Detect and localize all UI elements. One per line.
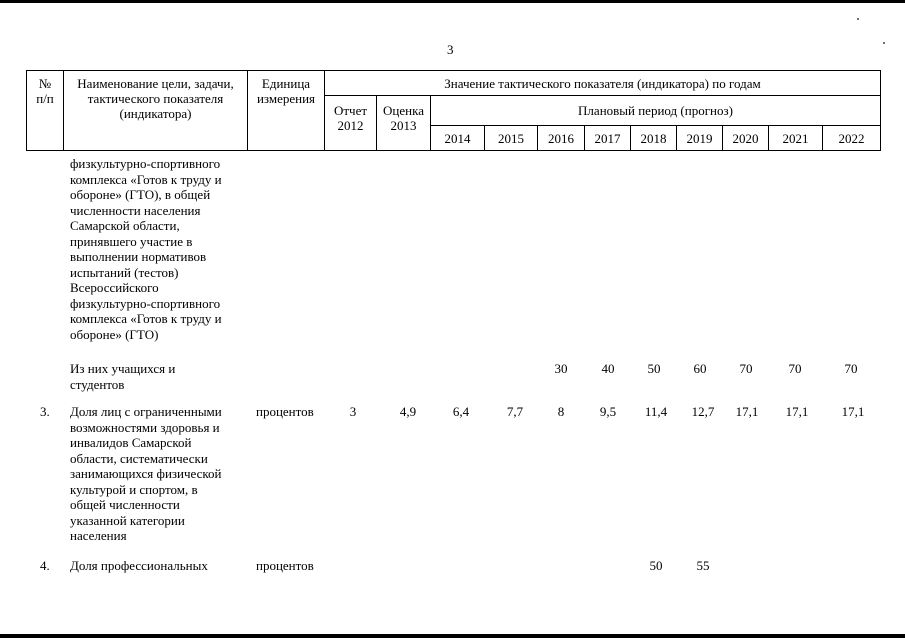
value-2018: 50 <box>647 361 661 376</box>
scan-speck <box>857 18 859 20</box>
header-name-column: Наименование цели, задачи, тактического показателя (индикатора) <box>77 76 234 121</box>
value-2017: 9,5 <box>599 404 617 419</box>
row-name: Из них учащихся и студентов <box>70 361 176 392</box>
value-2021: 70 <box>788 361 802 376</box>
row-name: Доля лиц с ограниченными возможностями здоровья и инвалидов Самарской области, систематически занимающихся физической культурой и спортом, в общей численности указанной категории населения <box>70 404 222 543</box>
header-year: 2019 <box>686 131 713 146</box>
value-2015: 7,7 <box>506 404 524 419</box>
header-year: 2022 <box>838 131 865 146</box>
header-estimate-2013: Оценка 2013 <box>383 103 424 133</box>
page-number: 3 <box>447 42 454 57</box>
header-year: 2016 <box>548 131 574 146</box>
scan-edge-bottom <box>0 634 905 638</box>
header-year: 2018 <box>640 131 667 146</box>
value-2019: 55 <box>696 558 710 573</box>
row-unit: процентов <box>256 404 314 419</box>
row-name: Доля профессиональных <box>70 558 208 573</box>
value-2021: 17,1 <box>785 404 809 419</box>
header-report-2012: Отчет 2012 <box>333 103 368 133</box>
header-year: 2015 <box>498 131 524 146</box>
value-2018: 11,4 <box>644 404 668 419</box>
value-2018: 50 <box>649 558 663 573</box>
header-number-column: № п/п <box>36 76 54 106</box>
header-year: 2020 <box>732 131 759 146</box>
header-year: 2017 <box>594 131 621 146</box>
value-2013: 4,9 <box>399 404 417 419</box>
scan-speck <box>883 42 885 44</box>
value-2019: 60 <box>693 361 707 376</box>
row-unit: процентов <box>256 558 314 573</box>
value-2016: 8 <box>557 404 565 419</box>
value-2012: 3 <box>349 404 357 419</box>
value-2019: 12,7 <box>691 404 715 419</box>
continued-indicator-name: физкультурно-спортивного комплекса «Готов к труду и обороне» (ГТО), в общей численности населения Самарской области, принявшего участие в выполнении нормативов испытаний (тестов) Всероссийского физкультурно-спортивного комплекса «Готов к труду и обороне» (ГТО) <box>70 156 222 342</box>
value-2020: 70 <box>739 361 753 376</box>
scan-edge-top <box>0 0 905 3</box>
header-unit-column: Единица измерения <box>256 76 316 106</box>
header-values-by-year: Значение тактического показателя (индикатора) по годам <box>444 76 761 91</box>
value-2017: 40 <box>601 361 615 376</box>
value-2016: 30 <box>554 361 568 376</box>
value-2022: 17,1 <box>841 404 865 419</box>
value-2022: 70 <box>844 361 858 376</box>
header-planned-period: Плановый период (прогноз) <box>578 103 733 118</box>
row-number: 3. <box>40 404 50 419</box>
row-number: 4. <box>40 558 50 573</box>
header-year: 2014 <box>444 131 471 146</box>
value-2014: 6,4 <box>452 404 470 419</box>
header-year: 2021 <box>782 131 809 146</box>
value-2020: 17,1 <box>735 404 759 419</box>
